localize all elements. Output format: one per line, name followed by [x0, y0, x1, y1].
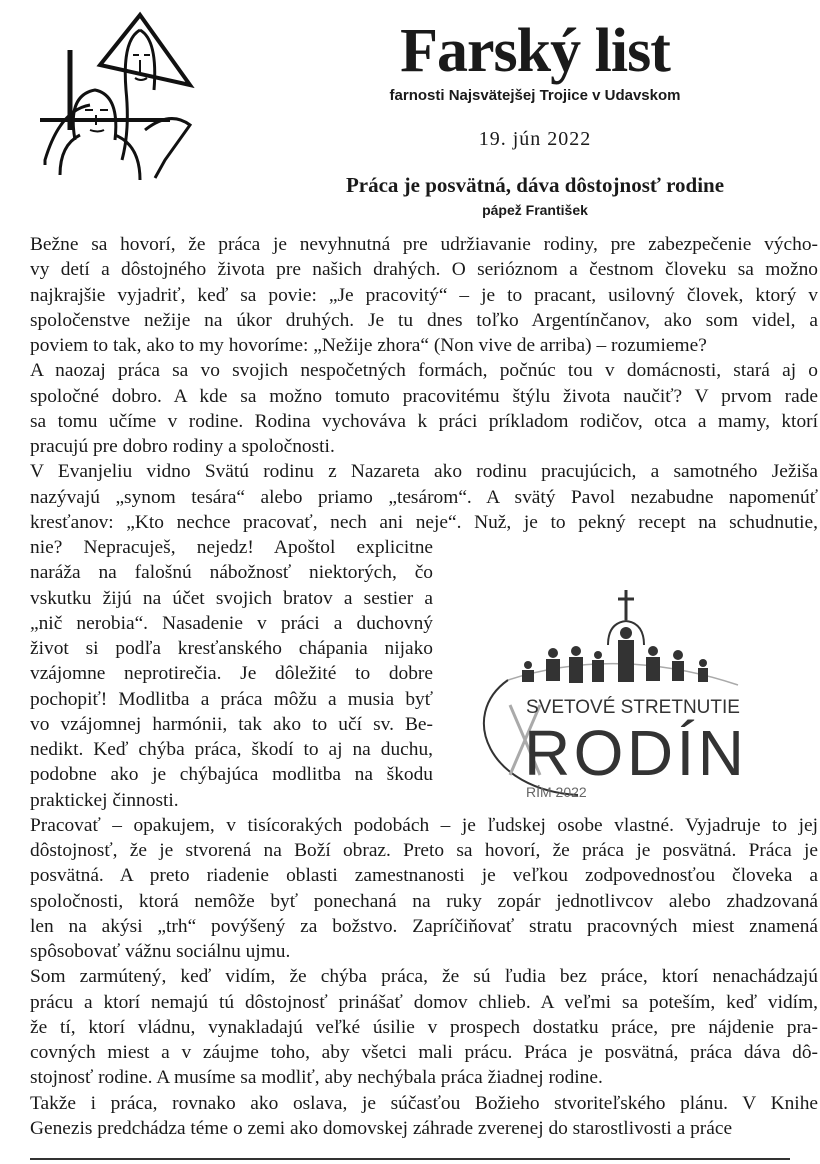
paragraph [30, 964, 818, 1090]
paragraph [30, 459, 818, 535]
text-line: posvätná. A preto riadenie oblasti zamestnanosti je veľkou zodpovednosťou človeka a [30, 865, 818, 887]
paragraph [30, 1091, 818, 1142]
text-line: spoločenstve nežije na úkor druhých. Je tu dnes toľko Argentínčanov, ako som videl, a [30, 309, 818, 331]
text-line: že tí, ktorí vládnu, vynakladajú veľké úsilie v prospech dostatku práce, pre nájdenie pra- [30, 1016, 818, 1038]
issue-date: 19. jún 2022 [478, 128, 592, 150]
text-line: vy detí a dôstojného života pre našich drahých. O serióznom a čestnom človeku sa možno [30, 259, 818, 281]
text-line: pochopiť! Modlitba a práca môžu a musia byť [30, 688, 433, 710]
text-line: sa tomu učíme v rodine. Rodina vychováva k práci príkladom rodičov, otca a mamy, ktorí [30, 410, 818, 432]
paragraph [30, 813, 818, 965]
logo-line3: RÍM 2022 [526, 784, 587, 800]
text-line: vskutku žijú na účet svojich bratov a sestier a [30, 587, 433, 609]
text-line: nazývajú „synom tesára“ alebo priamo „tesárom“. A svätý Pavol nezabudne napomenúť [30, 486, 818, 508]
bottom-rule [30, 1158, 790, 1160]
text-line: najkrajšie vyjadriť, keď sa povie: „Je pracovitý“ – je to pracant, usilovný človek, ktorý v [30, 284, 818, 306]
text-line: stojnosť rodine. A musíme sa modliť, aby nechýbala práca žiadnej rodine. [30, 1067, 603, 1089]
logo-line2: RODÍN [524, 717, 744, 789]
text-line: dôstojnosť, že je stvorená na Boží obraz. Preto sa hovorí, že práca je posvätná. Práca je [30, 840, 818, 861]
paragraph [30, 358, 818, 459]
text-line: len na akýsi „trh“ povýšený za božstvo. Zapríčiňovať stratu pracovných miest znamená [30, 915, 818, 937]
text-line: Genezis predchádza téme o zemi ako domovskej záhrade zverenej do starostlivosti a práce [30, 1117, 733, 1139]
parish-subtitle: farnosti Najsvätejšej Trojice v Udavskom [389, 87, 681, 104]
text-line: spôsobovať vážnu sociálnu ujmu. [30, 941, 291, 962]
text-line: covných miest a v záujme toho, aby všetci mali prácu. Práca je posvätná, práca dáva dô- [30, 1042, 818, 1063]
text-line: kresťanov: „Kto nechce pracovať, nech ani neje“. Nuž, je to pekný recept na schudnutie, [30, 511, 818, 533]
article-title: Práca je posvätná, dáva dôstojnosť rodine [345, 173, 725, 197]
text-line: Pracovať – opakujem, v tisícorakých podobách – je ľudskej osobe vlastné. Vyjadruje to jej [30, 814, 818, 836]
text-line: Som zarmútený, keď vidím, že chýba práca, že sú ľudia bez práce, ktorí nenachádzajú [30, 966, 818, 988]
text-line: Takže i práca, rovnako ako oslava, je súčasťou Božieho stvoriteľského plánu. V Knihe [30, 1092, 818, 1114]
text-line: A naozaj práca sa vo svojich nespočetných formách, počnúc tou v domácnosti, stará aj o [30, 360, 818, 382]
text-line: poviem to tak, ako to my hovoríme: „Nežije zhora“ (Non vive de arriba) – rozumieme? [30, 335, 707, 356]
text-line: Bežne sa hovorí, že práca je nevyhnutná pre udržiavanie rodiny, pre zabezpečenie výcho- [30, 234, 818, 255]
text-line: pracujú pre dobro rodiny a spoločnosti. [30, 436, 335, 457]
text-line: praktickej činnosti. [30, 789, 179, 811]
text-line: vzájomne neprotirečia. Je dôležité to dobre [30, 663, 433, 685]
logo-line1: SVETOVÉ STRETNUTIE [526, 697, 740, 718]
article-author: pápež František [482, 202, 588, 218]
text-line: naráža na falošnú nábožnosť niektorých, čo [30, 562, 433, 584]
text-line: prácu a ktorí nemajú tú dôstojnosť prinášať domov chlieb. A veľmi sa poteším, keď vidím, [30, 991, 818, 1013]
paragraph [30, 232, 818, 358]
text-line: život si podľa kresťanského chápania nijako [30, 638, 433, 659]
text-line: spoločnosti, ktorá nemôže byť ponechaná na ruky zopár jednotlivcov alebo zhadzovaná [30, 890, 818, 912]
trinity-illustration [40, 10, 200, 180]
text-line: podobne ako je chýbajúca modlitba na škodu [30, 764, 433, 786]
text-line: spoločné dobro. A kde sa možno tomuto pracovitému štýlu života naučiť? V prvom rade [30, 385, 818, 407]
text-line: vo vzájomnej harmónii, tak ako to učí sv. Be- [30, 713, 433, 735]
text-line: nie? Nepracuješ, nejedz! Apoštol explicitne [30, 537, 433, 558]
text-line: V Evanjeliu vidno Svätú rodinu z Nazareta ako rodinu pracujúcich, a samotného Ježiša [30, 461, 818, 483]
text-line: nedikt. Keď chýba práca, škodí to aj na duchu, [30, 739, 433, 760]
newsletter-title: Farský list [400, 17, 670, 85]
text-line: „nič nerobia“. Nasadenie v práci a duchovný [30, 612, 433, 634]
world-meeting-of-families-logo [468, 585, 758, 805]
